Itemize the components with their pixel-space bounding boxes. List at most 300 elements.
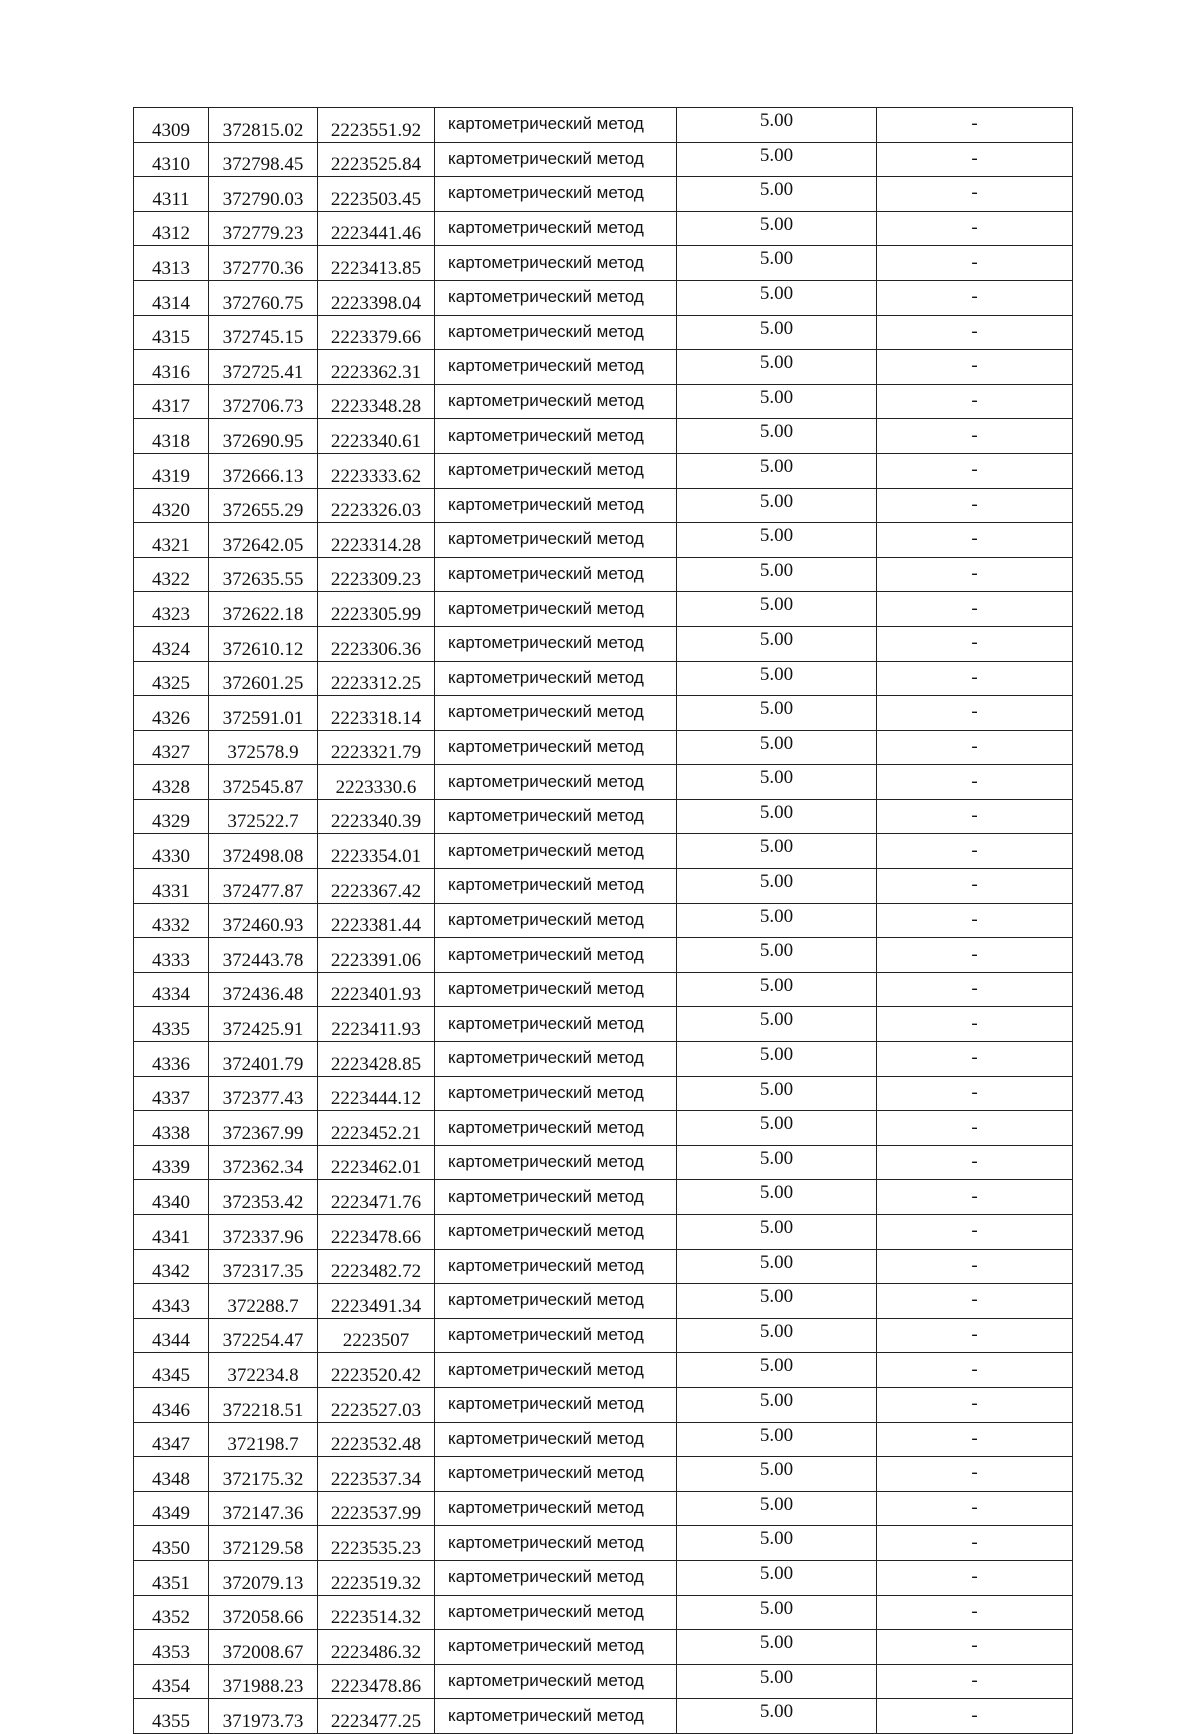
x-coordinate-cell	[209, 211, 318, 246]
note-cell	[877, 1318, 1073, 1353]
point-number-cell	[134, 1042, 209, 1077]
y-coordinate-cell	[318, 765, 435, 800]
table-row	[134, 1595, 1073, 1630]
note-cell	[877, 661, 1073, 696]
point-number-cell	[134, 903, 209, 938]
y-coordinate-text: 2223340.61	[330, 430, 422, 452]
method-text: картометрический метод	[448, 494, 644, 514]
y-coordinate-cell	[318, 1595, 435, 1630]
y-coordinate-text: 2223354.01	[330, 846, 422, 868]
y-coordinate-text: 2223525.84	[330, 154, 422, 176]
table-row	[134, 1387, 1073, 1422]
table-row	[134, 280, 1073, 315]
y-coordinate-text: 2223367.42	[330, 880, 422, 902]
method-text: картометрический метод	[448, 252, 644, 272]
method-text: картометрический метод	[448, 1671, 644, 1691]
method-cell	[435, 246, 677, 281]
note-cell	[877, 696, 1073, 731]
y-coordinate-cell	[318, 1526, 435, 1561]
method-text: картометрический метод	[448, 1705, 644, 1725]
x-coordinate-text: 372353.42	[222, 1192, 304, 1213]
method-text: картометрический метод	[448, 1048, 644, 1068]
y-coordinate-text: 2223535.23	[330, 1537, 422, 1559]
precision-text: 5.00	[759, 1217, 794, 1238]
precision-cell	[677, 1457, 877, 1492]
x-coordinate-cell	[209, 903, 318, 938]
method-cell	[435, 1145, 677, 1180]
x-coordinate-text: 372218.51	[222, 1399, 304, 1421]
x-coordinate-text: 372362.34	[222, 1157, 304, 1179]
method-text: картометрический метод	[448, 425, 644, 445]
point-number-cell	[134, 1007, 209, 1042]
method-cell	[435, 1595, 677, 1630]
y-coordinate-cell	[318, 1560, 435, 1595]
x-coordinate-text: 372706.73	[222, 396, 304, 418]
point-number-cell	[134, 1595, 209, 1630]
point-number-text: 4343	[152, 1295, 190, 1317]
point-number-text: 4311	[152, 188, 190, 210]
note-cell	[877, 108, 1073, 143]
y-coordinate-cell	[318, 834, 435, 869]
precision-text: 5.00	[759, 1113, 794, 1135]
x-coordinate-text: 372377.43	[222, 1088, 304, 1110]
point-number-text: 4335	[152, 1019, 190, 1041]
point-number-cell	[134, 869, 209, 904]
x-coordinate-text: 372234.8	[227, 1364, 299, 1386]
table-row	[134, 419, 1073, 454]
method-text: картометрический метод	[448, 287, 644, 307]
x-coordinate-cell	[209, 1560, 318, 1595]
point-number-cell	[134, 1284, 209, 1319]
x-coordinate-text: 372578.9	[227, 742, 299, 764]
precision-cell	[677, 1076, 877, 1111]
x-coordinate-cell	[209, 1595, 318, 1630]
method-cell	[435, 799, 677, 834]
precision-text: 5.00	[759, 525, 794, 547]
note-cell	[877, 419, 1073, 454]
table-row	[134, 1180, 1073, 1215]
method-text: картометрический метод	[448, 356, 644, 376]
precision-cell	[677, 1664, 877, 1699]
precision-text: 5.00	[759, 1251, 794, 1273]
precision-text: 5.00	[759, 698, 794, 720]
y-coordinate-text: 2223362.31	[330, 361, 422, 383]
precision-text: 5.00	[759, 455, 794, 477]
note-text: -	[971, 701, 978, 723]
method-text: картометрический метод	[448, 148, 644, 168]
x-coordinate-text: 372401.79	[222, 1053, 304, 1075]
method-text: картометрический метод	[448, 1567, 644, 1587]
point-number-text: 4318	[152, 430, 190, 452]
table-row	[134, 1422, 1073, 1457]
x-coordinate-cell	[209, 1215, 318, 1250]
x-coordinate-text: 372790.03	[222, 188, 304, 210]
table-row	[134, 142, 1073, 177]
point-number-text: 4325	[152, 673, 190, 695]
point-number-text: 4313	[152, 257, 190, 279]
note-text: -	[971, 1289, 978, 1311]
method-text: картометрический метод	[448, 529, 644, 549]
y-coordinate-text: 2223486.32	[330, 1641, 422, 1663]
note-text: -	[971, 1497, 978, 1519]
note-cell	[877, 1630, 1073, 1665]
y-coordinate-text: 2223514.32	[330, 1607, 422, 1629]
method-text: картометрический метод	[448, 771, 644, 791]
method-cell	[435, 696, 677, 731]
note-cell	[877, 834, 1073, 869]
note-text: -	[971, 1358, 978, 1380]
x-coordinate-text: 372690.95	[222, 430, 304, 452]
table-row	[134, 453, 1073, 488]
y-coordinate-text: 2223537.34	[330, 1468, 422, 1490]
x-coordinate-text: 372460.93	[222, 915, 304, 937]
table-row	[134, 1491, 1073, 1526]
y-coordinate-cell	[318, 1249, 435, 1284]
method-cell	[435, 108, 677, 143]
table-row	[134, 1526, 1073, 1561]
coordinates-table-body	[134, 108, 1073, 1734]
x-coordinate-cell	[209, 315, 318, 350]
precision-cell	[677, 1215, 877, 1250]
note-text: -	[971, 493, 978, 515]
point-number-cell	[134, 350, 209, 385]
note-text: -	[971, 770, 978, 792]
x-coordinate-text: 372779.23	[222, 223, 304, 245]
method-text: картометрический метод	[448, 1359, 644, 1379]
table-row	[134, 972, 1073, 1007]
table-row	[134, 488, 1073, 523]
note-cell	[877, 765, 1073, 800]
note-text: -	[971, 632, 978, 654]
point-number-cell	[134, 834, 209, 869]
method-cell	[435, 1042, 677, 1077]
note-text: -	[971, 1531, 978, 1553]
note-cell	[877, 1664, 1073, 1699]
point-number-cell	[134, 384, 209, 419]
x-coordinate-cell	[209, 1249, 318, 1284]
precision-text: 5.00	[759, 1666, 794, 1688]
y-coordinate-text: 2223537.99	[330, 1503, 422, 1525]
method-cell	[435, 1630, 677, 1665]
point-number-cell	[134, 1526, 209, 1561]
y-coordinate-text: 2223340.39	[330, 811, 422, 833]
note-text: -	[971, 1427, 978, 1449]
y-coordinate-cell	[318, 1664, 435, 1699]
method-cell	[435, 1353, 677, 1388]
note-text: -	[971, 1151, 978, 1173]
note-cell	[877, 453, 1073, 488]
y-coordinate-text: 2223314.28	[330, 534, 422, 556]
point-number-cell	[134, 211, 209, 246]
method-text: картометрический метод	[448, 1428, 644, 1448]
precision-text: 5.00	[759, 421, 794, 443]
precision-text: 5.00	[759, 905, 794, 927]
table-row	[134, 938, 1073, 973]
y-coordinate-text: 2223551.92	[330, 119, 422, 141]
table-row	[134, 1042, 1073, 1077]
method-text: картометрический метод	[448, 1498, 644, 1518]
x-coordinate-text: 372666.13	[222, 465, 304, 487]
method-cell	[435, 1526, 677, 1561]
method-text: картометрический метод	[448, 598, 644, 618]
y-coordinate-cell	[318, 350, 435, 385]
method-cell	[435, 419, 677, 454]
precision-cell	[677, 903, 877, 938]
precision-cell	[677, 1699, 877, 1734]
precision-text: 5.00	[759, 144, 794, 166]
point-number-cell	[134, 1180, 209, 1215]
table-row	[134, 1111, 1073, 1146]
note-text: -	[971, 943, 978, 965]
note-cell	[877, 177, 1073, 212]
point-number-cell	[134, 280, 209, 315]
precision-text: 5.00	[759, 1459, 794, 1481]
precision-cell	[677, 350, 877, 385]
precision-text: 5.00	[759, 213, 794, 235]
method-cell	[435, 211, 677, 246]
y-coordinate-text: 2223471.76	[330, 1192, 422, 1213]
method-text: картометрический метод	[448, 460, 644, 480]
y-coordinate-cell	[318, 177, 435, 212]
precision-text: 5.00	[759, 317, 794, 339]
y-coordinate-cell	[318, 453, 435, 488]
y-coordinate-text: 2223413.85	[330, 257, 422, 279]
method-text: картометрический метод	[448, 391, 644, 411]
x-coordinate-cell	[209, 523, 318, 558]
precision-cell	[677, 211, 877, 246]
method-cell	[435, 384, 677, 419]
method-text: картометрический метод	[448, 702, 644, 722]
precision-cell	[677, 1249, 877, 1284]
point-number-text: 4310	[152, 154, 190, 176]
point-number-text: 4349	[152, 1503, 190, 1525]
point-number-text: 4340	[152, 1192, 190, 1213]
table-row	[134, 799, 1073, 834]
method-cell	[435, 869, 677, 904]
x-coordinate-cell	[209, 1145, 318, 1180]
y-coordinate-cell	[318, 1491, 435, 1526]
note-cell	[877, 1353, 1073, 1388]
precision-cell	[677, 626, 877, 661]
point-number-cell	[134, 1076, 209, 1111]
method-cell	[435, 280, 677, 315]
precision-text: 5.00	[759, 1528, 794, 1550]
x-coordinate-text: 372745.15	[222, 327, 304, 349]
x-coordinate-text: 372725.41	[222, 361, 304, 383]
precision-cell	[677, 1318, 877, 1353]
precision-cell	[677, 453, 877, 488]
method-text: картометрический метод	[448, 321, 644, 341]
x-coordinate-text: 372798.45	[222, 154, 304, 176]
point-number-cell	[134, 1699, 209, 1734]
x-coordinate-cell	[209, 1422, 318, 1457]
note-cell	[877, 938, 1073, 973]
y-coordinate-cell	[318, 1284, 435, 1319]
note-text: -	[971, 1012, 978, 1034]
table-row	[134, 1007, 1073, 1042]
note-text: -	[971, 978, 978, 1000]
note-cell	[877, 1042, 1073, 1077]
precision-cell	[677, 1595, 877, 1630]
x-coordinate-text: 372288.7	[227, 1295, 299, 1317]
point-number-cell	[134, 696, 209, 731]
y-coordinate-cell	[318, 1353, 435, 1388]
method-cell	[435, 1457, 677, 1492]
point-number-text: 4338	[152, 1122, 190, 1144]
y-coordinate-cell	[318, 384, 435, 419]
note-text: -	[971, 1116, 978, 1138]
precision-text: 5.00	[759, 1182, 794, 1204]
y-coordinate-cell	[318, 142, 435, 177]
precision-text: 5.00	[759, 871, 794, 893]
table-row	[134, 108, 1073, 143]
x-coordinate-cell	[209, 1042, 318, 1077]
point-number-cell	[134, 315, 209, 350]
y-coordinate-cell	[318, 1387, 435, 1422]
table-row	[134, 1318, 1073, 1353]
y-coordinate-text: 2223478.66	[330, 1226, 422, 1248]
x-coordinate-text: 372175.32	[222, 1468, 304, 1490]
precision-text: 5.00	[759, 1044, 794, 1066]
x-coordinate-text: 372367.99	[222, 1122, 304, 1144]
x-coordinate-text: 372317.35	[222, 1261, 304, 1283]
point-number-cell	[134, 938, 209, 973]
x-coordinate-text: 372545.87	[222, 776, 304, 798]
x-coordinate-cell	[209, 1699, 318, 1734]
precision-cell	[677, 1180, 877, 1215]
precision-cell	[677, 1387, 877, 1422]
precision-cell	[677, 1560, 877, 1595]
method-cell	[435, 523, 677, 558]
method-cell	[435, 177, 677, 212]
table-row	[134, 834, 1073, 869]
y-coordinate-cell	[318, 246, 435, 281]
y-coordinate-text: 2223441.46	[330, 223, 422, 245]
x-coordinate-cell	[209, 626, 318, 661]
x-coordinate-text: 372760.75	[222, 292, 304, 314]
precision-text: 5.00	[759, 767, 794, 789]
method-cell	[435, 557, 677, 592]
precision-text: 5.00	[759, 1632, 794, 1654]
precision-text: 5.00	[759, 594, 794, 616]
precision-text: 5.00	[759, 386, 794, 408]
x-coordinate-cell	[209, 1318, 318, 1353]
x-coordinate-cell	[209, 730, 318, 765]
note-text: -	[971, 563, 978, 585]
table-row	[134, 1664, 1073, 1699]
precision-cell	[677, 1422, 877, 1457]
x-coordinate-text: 372198.7	[227, 1434, 299, 1456]
y-coordinate-cell	[318, 1422, 435, 1457]
y-coordinate-text: 2223309.23	[330, 569, 422, 591]
y-coordinate-cell	[318, 696, 435, 731]
point-number-cell	[134, 1145, 209, 1180]
y-coordinate-cell	[318, 626, 435, 661]
note-text: -	[971, 355, 978, 377]
y-coordinate-cell	[318, 280, 435, 315]
x-coordinate-text: 372058.66	[222, 1607, 304, 1629]
precision-cell	[677, 938, 877, 973]
table-row	[134, 661, 1073, 696]
precision-cell	[677, 1007, 877, 1042]
point-number-cell	[134, 626, 209, 661]
method-text: картометрический метод	[448, 1082, 644, 1102]
note-cell	[877, 1111, 1073, 1146]
point-number-cell	[134, 246, 209, 281]
note-text: -	[971, 735, 978, 757]
table-row	[134, 315, 1073, 350]
precision-text: 5.00	[759, 179, 794, 201]
x-coordinate-text: 372079.13	[222, 1572, 304, 1594]
point-number-text: 4341	[152, 1226, 190, 1248]
x-coordinate-text: 372770.36	[222, 257, 304, 279]
point-number-text: 4315	[152, 327, 190, 349]
y-coordinate-text: 2223401.93	[330, 984, 422, 1006]
point-number-text: 4355	[152, 1710, 190, 1732]
table-row	[134, 869, 1073, 904]
precision-text: 5.00	[759, 559, 794, 581]
note-cell	[877, 315, 1073, 350]
x-coordinate-text: 371973.73	[222, 1710, 304, 1732]
x-coordinate-text: 372008.67	[222, 1641, 304, 1663]
table-row	[134, 246, 1073, 281]
y-coordinate-cell	[318, 1145, 435, 1180]
x-coordinate-text: 372591.01	[222, 707, 304, 729]
point-number-cell	[134, 1249, 209, 1284]
method-cell	[435, 315, 677, 350]
method-text: картометрический метод	[448, 909, 644, 929]
precision-text: 5.00	[759, 1286, 794, 1308]
point-number-cell	[134, 765, 209, 800]
precision-cell	[677, 280, 877, 315]
method-text: картометрический метод	[448, 736, 644, 756]
x-coordinate-text: 372522.7	[227, 811, 299, 833]
table-row	[134, 1457, 1073, 1492]
y-coordinate-text: 2223379.66	[330, 327, 422, 349]
precision-cell	[677, 177, 877, 212]
x-coordinate-text: 372436.48	[222, 984, 304, 1006]
point-number-text: 4328	[152, 776, 190, 798]
point-number-cell	[134, 661, 209, 696]
precision-cell	[677, 696, 877, 731]
point-number-cell	[134, 557, 209, 592]
y-coordinate-text: 2223411.93	[331, 1019, 421, 1041]
method-text: картометрический метод	[448, 114, 644, 134]
x-coordinate-cell	[209, 419, 318, 454]
precision-cell	[677, 108, 877, 143]
point-number-cell	[134, 453, 209, 488]
note-cell	[877, 1491, 1073, 1526]
method-text: картометрический метод	[448, 1636, 644, 1656]
x-coordinate-cell	[209, 869, 318, 904]
precision-cell	[677, 488, 877, 523]
note-text: -	[971, 1670, 978, 1692]
note-cell	[877, 1249, 1073, 1284]
y-coordinate-text: 2223477.25	[330, 1710, 422, 1732]
note-cell	[877, 730, 1073, 765]
note-text: -	[971, 217, 978, 239]
method-cell	[435, 972, 677, 1007]
method-text: картометрический метод	[448, 1117, 644, 1137]
y-coordinate-text: 2223428.85	[330, 1053, 422, 1075]
x-coordinate-cell	[209, 1007, 318, 1042]
point-number-cell	[134, 1457, 209, 1492]
note-text: -	[971, 286, 978, 308]
x-coordinate-cell	[209, 1664, 318, 1699]
y-coordinate-text: 2223503.45	[330, 188, 422, 210]
method-cell	[435, 1318, 677, 1353]
point-number-text: 4312	[152, 223, 190, 245]
